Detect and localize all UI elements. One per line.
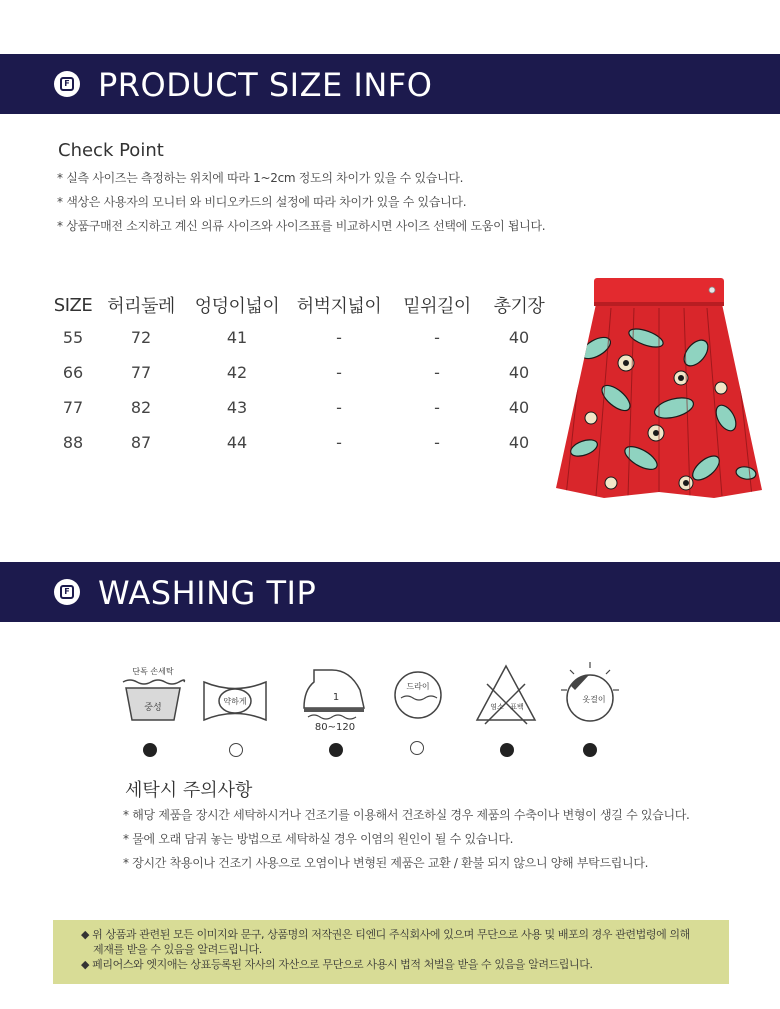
- table-cell: -: [434, 433, 440, 452]
- selected-indicator: [500, 743, 514, 757]
- hang-dry-icon: [555, 660, 625, 730]
- table-cell: -: [336, 433, 342, 452]
- header-length: 총기장: [493, 296, 545, 317]
- table-row: [50, 355, 554, 390]
- table-cell: 66: [62, 363, 84, 382]
- hand-wash-icon: [118, 660, 188, 730]
- header-hip: 엉덩이넓이: [194, 296, 280, 317]
- table-cell: 77: [62, 398, 84, 417]
- brand-logo-icon: F: [54, 71, 80, 97]
- table-cell: 41: [226, 328, 248, 347]
- svg-text:염소: 염소: [490, 703, 504, 711]
- washing-icons: [0, 660, 780, 770]
- washing-tip-heading: WASHING TIP: [98, 574, 317, 612]
- table-row: [50, 390, 554, 425]
- header-rise: 밑위길이: [403, 296, 471, 317]
- table-cell: 82: [130, 398, 152, 417]
- caution-item: * 장시간 착용이나 건조기 사용으로 오염이나 변형된 제품은 교환 / 환불 되지 않으니 양해 부탁드립니다.: [123, 856, 649, 870]
- svg-text:중성: 중성: [144, 703, 162, 713]
- unselected-indicator: [410, 741, 424, 755]
- table-cell: -: [434, 328, 440, 347]
- size-table-header: [50, 290, 554, 320]
- table-cell: -: [434, 398, 440, 417]
- selected-indicator: [143, 743, 157, 757]
- table-cell: 44: [226, 433, 248, 452]
- size-info-heading: PRODUCT SIZE INFO: [98, 66, 433, 104]
- table-cell: -: [336, 398, 342, 417]
- table-cell: 40: [508, 363, 530, 382]
- table-cell: 72: [130, 328, 152, 347]
- svg-text:1: 1: [332, 692, 340, 703]
- caution-item: * 해당 제품을 장시간 세탁하시거나 건조기를 이용해서 건조하실 경우 제품의 수축이나 변형이 생길 수 있습니다.: [123, 808, 690, 822]
- svg-text:80~120: 80~120: [314, 722, 356, 730]
- table-cell: 40: [508, 328, 530, 347]
- dry-clean-icon: [383, 660, 453, 730]
- brand-logo-icon: F: [54, 579, 80, 605]
- caution-list: [123, 806, 690, 878]
- header-size: SIZE: [53, 294, 93, 316]
- iron-icon: [300, 660, 370, 730]
- caution-title: 세탁시 주의사항: [125, 780, 253, 801]
- table-row: [50, 425, 554, 460]
- copyright-line: ◆ 위 상품과 관련된 모든 이미지와 문구, 상품명의 저작권은 티엔디 주식회사에 있으며 무단으로 사용 및 배포의 경우 관련법령에 의해: [81, 928, 690, 941]
- table-cell: -: [336, 363, 342, 382]
- size-info-banner: [0, 54, 780, 114]
- table-cell: -: [434, 363, 440, 382]
- selected-indicator: [329, 743, 343, 757]
- table-cell: 88: [62, 433, 84, 452]
- unselected-indicator: [229, 743, 243, 757]
- svg-text:옷걸이: 옷걸이: [582, 695, 606, 704]
- note-item: * 실측 사이즈는 측정하는 위치에 따라 1~2cm 정도의 차이가 있을 수 있습니다.: [57, 171, 464, 185]
- svg-text:표백: 표백: [510, 703, 524, 711]
- table-cell: 40: [508, 398, 530, 417]
- table-cell: 43: [226, 398, 248, 417]
- gentle-wring-icon: [200, 660, 270, 730]
- no-bleach-icon: [471, 660, 541, 730]
- table-cell: 42: [226, 363, 248, 382]
- table-row: [50, 320, 554, 355]
- svg-text:드라이: 드라이: [406, 682, 430, 691]
- table-cell: -: [336, 328, 342, 347]
- caution-item: * 물에 오래 담궈 놓는 방법으로 세탁하실 경우 이염의 원인이 될 수 있습니다.: [123, 832, 514, 846]
- header-thigh: 허벅지넓이: [296, 296, 382, 317]
- table-cell: 55: [62, 328, 84, 347]
- check-point-notes: [57, 170, 545, 242]
- table-cell: 40: [508, 433, 530, 452]
- note-item: * 색상은 사용자의 모니터 와 비디오카드의 설정에 따라 차이가 있을 수 있습니다.: [57, 195, 467, 209]
- copyright-notice: [53, 920, 729, 984]
- size-table: [50, 290, 554, 460]
- note-item: * 상품구매전 소지하고 계신 의류 사이즈와 사이즈표를 비교하시면 사이즈 선택에 도움이 됩니다.: [57, 219, 546, 233]
- svg-text:단독 손세탁: 단독 손세탁: [132, 667, 174, 676]
- svg-text:약하게: 약하게: [223, 697, 247, 706]
- washing-tip-banner: [0, 562, 780, 622]
- copyright-line: ◆ 페리어스와 엣지애는 상표등록된 자사의 자산으로 무단으로 사용시 법적 처벌을 받을 수 있음을 알려드립니다.: [81, 958, 593, 971]
- copyright-line: 제재를 받을 수 있음을 알려드립니다.: [93, 943, 262, 956]
- header-waist: 허리둘레: [107, 296, 175, 317]
- selected-indicator: [583, 743, 597, 757]
- skirt-product-image: [556, 268, 762, 498]
- table-cell: 77: [130, 363, 152, 382]
- table-cell: 87: [130, 433, 152, 452]
- check-point-title: Check Point: [58, 140, 164, 161]
